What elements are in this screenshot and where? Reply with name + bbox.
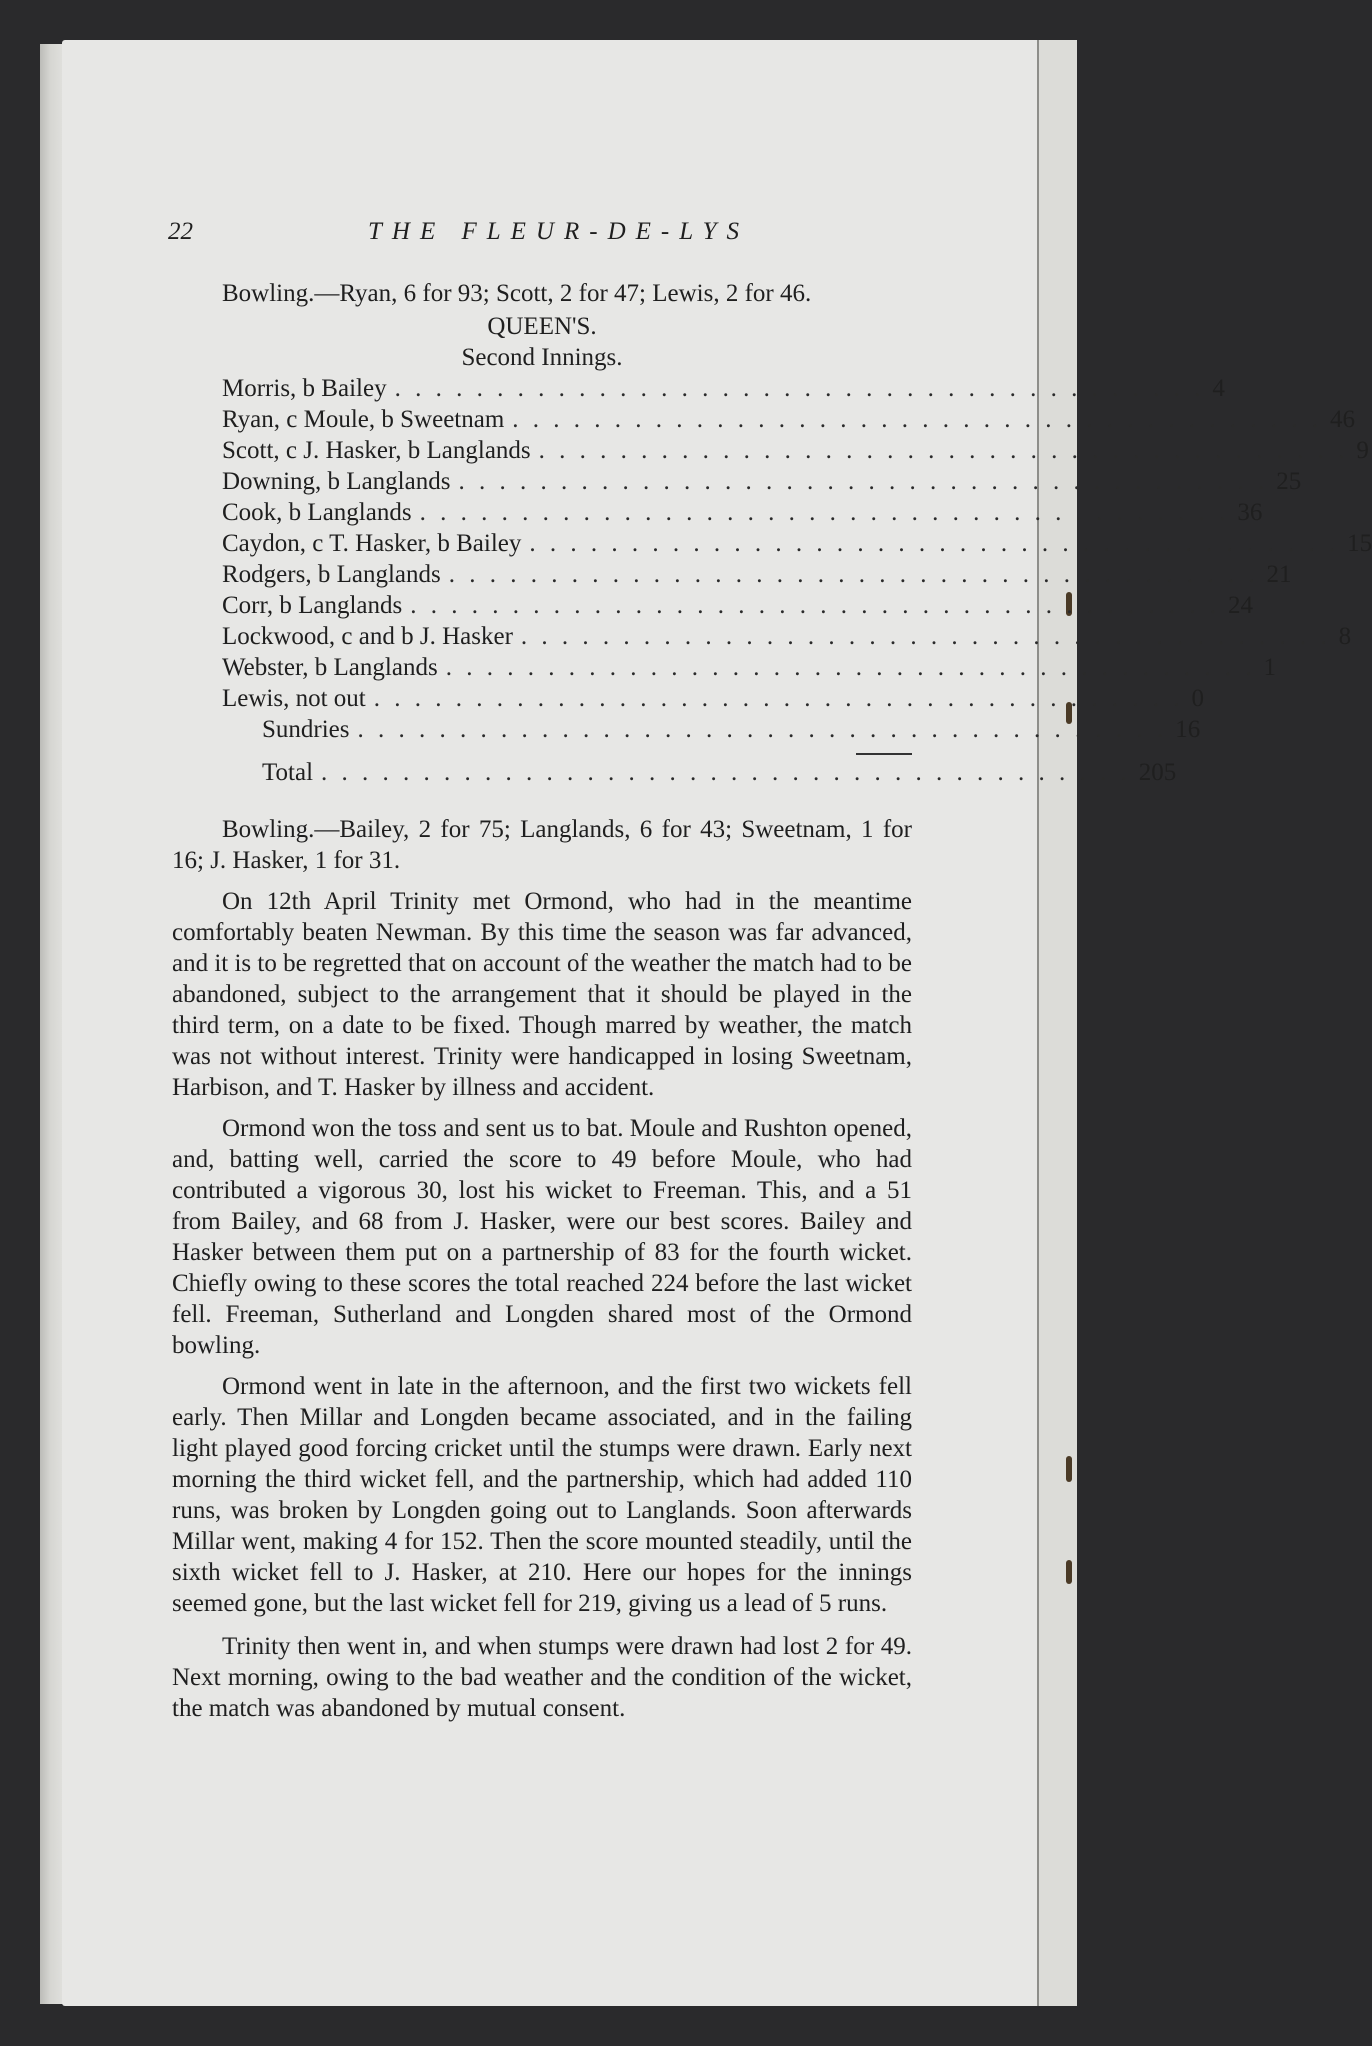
bowling-summary-first: Bowling.—Ryan, 6 for 93; Scott, 2 for 47; Lewis, 2 for 46.: [222, 280, 812, 307]
running-head: [168, 218, 916, 246]
leader-dots: . . . . . . . . . . . . . . . . . . . . . . . . . . . . . . . . . . . . . . . .: [445, 654, 1256, 681]
bowling-summary-second: Bowling.—Bailey, 2 for 75; Langlands, 6 for 43; Sweetnam, 1 for 16; J. Hasker, 1 for 31.: [172, 816, 912, 874]
batsman-dismissal: Webster, b Langlands: [222, 654, 438, 681]
batting-row: [172, 466, 1302, 497]
match-report-paragraph: On 12th April Trinity met Ormond, who had in the meantime comfortably beaten Newman. By this time the season was far advanced, and it is to be regretted that on account of the weather the match had to be abandoned, subject to the arrangement that it should be played in the third term, on a date to be fixed. Though marred by weather, the match was not without interest. Trinity were handicapped in losing Sweetnam, Harbison, and T. Hasker by illness and accident.: [172, 888, 913, 1101]
team-heading: QUEEN'S.: [487, 313, 597, 340]
total-runs: 205: [1138, 759, 1177, 786]
batting-row: [172, 497, 1263, 528]
total-row: [172, 757, 1177, 788]
batting-row: [172, 404, 1356, 435]
leader-dots: . . . . . . . . . . . . . . . . . . . . . . . . . . . . . . . . . . . . . . . .: [520, 623, 1331, 650]
sundries-row: [172, 714, 1201, 745]
sundries-label: Sundries: [262, 716, 350, 743]
leader-dots: . . . . . . . . . . . . . . . . . . . . . . . . . . . . . . . . . . . . . . . .: [321, 759, 1131, 786]
batsman-dismissal: Ryan, c Moule, b Sweetnam: [222, 406, 505, 433]
batsman-runs: 25: [1276, 468, 1302, 495]
batting-row: [172, 621, 1352, 652]
match-report-paragraph: Ormond won the toss and sent us to bat. Moule and Rushton opened, and, batting well, carried the score to 49 before Moule, who had contributed a vigorous 30, lost his wicket to Freeman. This, and a 51 from Bailey, and 68 from J. Hasker, were our best scores. Bailey and Hasker between them put on a partnership of 83 for the fourth wicket. Chiefly owing to these scores the total reached 224 before the last wicket fell. Freeman, Sutherland and Longden shared most of the Ormond bowling.: [172, 1115, 912, 1359]
match-report-paragraph: Trinity then went in, and when stumps were drawn had lost 2 for 49. Next morning, owing to the bad weather and the condition of the wicket, the match was abandoned by mutual consent.: [172, 1633, 912, 1722]
leader-dots: . . . . . . . . . . . . . . . . . . . . . . . . . . . . . . . . . . . . . . . .: [538, 437, 1349, 464]
batsman-runs: 8: [1338, 623, 1352, 650]
batting-row: [172, 652, 1276, 683]
leader-dots: . . . . . . . . . . . . . . . . . . . . . . . . . . . . . . . . . . . . . . . .: [373, 685, 1184, 712]
page-body: [172, 278, 1372, 1724]
batting-row: [172, 590, 1253, 621]
batsman-runs: 24: [1227, 592, 1253, 619]
scorecard: [172, 373, 1372, 745]
batsman-runs: 46: [1330, 406, 1356, 433]
batsman-dismissal: Rodgers, b Langlands: [222, 561, 441, 588]
batsman-runs: 15: [1347, 530, 1372, 557]
batsman-runs: 9: [1356, 437, 1369, 464]
batsman-runs: 0: [1191, 685, 1204, 712]
facing-page-edge: [1037, 40, 1077, 2006]
innings-heading: Second Innings.: [461, 344, 623, 371]
batsman-dismissal: Downing, b Langlands: [222, 468, 451, 495]
leader-dots: . . . . . . . . . . . . . . . . . . . . . . . . . . . . . . . . . . . . . . . .: [419, 499, 1230, 526]
match-report-paragraph: Ormond went in late in the afternoon, and the first two wickets fell early. Then Millar and Longden became associated, and in the failing light played good forcing cricket until the stumps were drawn. Early next morning the third wicket fell, and the partnership, which had added 110 runs, was broken by Longden going out to Langlands. Soon afterwards Millar went, making 4 for 152. Then the score mounted steadily, until the sixth wicket fell to J. Hasker, at 210. Here our hopes for the innings seemed gone, but the last wicket fell for 219, giving us a lead of 5 runs.: [172, 1373, 912, 1617]
total-label: Total: [262, 759, 314, 786]
batsman-runs: 1: [1263, 654, 1276, 681]
batting-row: [172, 559, 1292, 590]
leader-dots: . . . . . . . . . . . . . . . . . . . . . . . . . . . . . . . . . . . . . . . .: [394, 375, 1205, 402]
batsman-dismissal: Lockwood, c and b J. Hasker: [222, 623, 513, 650]
batting-row: [172, 528, 1372, 559]
batting-row: [172, 373, 1225, 404]
batsman-runs: 36: [1237, 499, 1263, 526]
leader-dots: . . . . . . . . . . . . . . . . . . . . . . . . . . . . . . . . . . . . . . . .: [410, 592, 1220, 619]
journal-title: THE FLEUR-DE-LYS: [368, 218, 750, 245]
leader-dots: . . . . . . . . . . . . . . . . . . . . . . . . . . . . . . . . . . . . . . . .: [357, 716, 1168, 743]
batsman-dismissal: Morris, b Bailey: [222, 375, 387, 402]
leader-dots: . . . . . . . . . . . . . . . . . . . . . . . . . . . . . . . . . . . . . . . .: [529, 530, 1340, 557]
binding-thread: [1066, 1456, 1072, 1482]
leader-dots: . . . . . . . . . . . . . . . . . . . . . . . . . . . . . . . . . . . . . . . .: [458, 468, 1269, 495]
batsman-dismissal: Cook, b Langlands: [222, 499, 412, 526]
batsman-dismissal: Scott, c J. Hasker, b Langlands: [222, 437, 531, 464]
batsman-runs: 21: [1266, 561, 1292, 588]
batting-row: [172, 683, 1204, 714]
sundries-runs: 16: [1175, 716, 1201, 743]
batsman-dismissal: Corr, b Langlands: [222, 592, 403, 619]
batting-row: [172, 435, 1369, 466]
page-number: 22: [168, 218, 193, 245]
batsman-dismissal: Lewis, not out: [222, 685, 366, 712]
leader-dots: . . . . . . . . . . . . . . . . . . . . . . . . . . . . . . . . . . . . . . . .: [448, 561, 1259, 588]
binding-thread: [1066, 1560, 1072, 1584]
leader-dots: . . . . . . . . . . . . . . . . . . . . . . . . . . . . . . . . . . . . . . . .: [512, 406, 1323, 433]
batsman-runs: 4: [1212, 375, 1225, 402]
total-rule: [856, 753, 912, 755]
batsman-dismissal: Caydon, c T. Hasker, b Bailey: [222, 530, 522, 557]
